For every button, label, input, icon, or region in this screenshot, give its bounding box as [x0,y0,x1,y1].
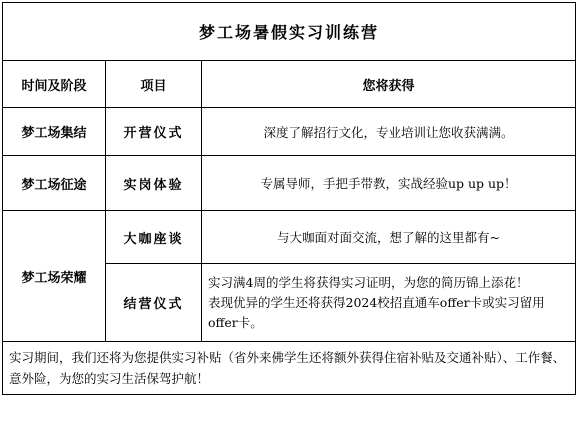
gain-cell: 深度了解招行文化，专业培训让您收获满满。 [202,108,576,156]
item-cell: 结营仪式 [106,264,202,342]
stage-cell: 梦工场荣耀 [3,211,106,342]
header-item: 项目 [106,61,202,108]
footnote: 实习期间，我们还将为您提供实习补贴（省外来佛学生还将额外获得住宿补贴及交通补贴）、工作餐、意外险，为您的实习生活保驾护航！ [3,342,576,395]
item-cell: 开营仪式 [106,108,202,156]
gain-cell: 专属导师，手把手带教，实战经验up up up！ [202,156,576,211]
header-gain: 您将获得 [202,61,576,108]
stage-cell: 梦工场征途 [3,156,106,211]
table-row [3,108,576,156]
stage-cell: 梦工场集结 [3,108,106,156]
internship-table [2,2,576,395]
gain-line: 表现优异的学生还将获得2024校招直通车offer卡或实习留用offer卡。 [208,294,545,330]
header-stage: 时间及阶段 [3,61,106,108]
table-title: 梦工场暑假实习训练营 [3,3,576,61]
header-row [3,61,576,108]
item-cell: 大咖座谈 [106,211,202,264]
gain-line: 实习满4周的学生将获得实习证明，为您的简历锦上添花！ [208,274,529,290]
table-row [3,211,576,264]
document-page [2,2,575,429]
gain-cell [202,264,576,342]
gain-cell: 与大咖面对面交流，想了解的这里都有~ [202,211,576,264]
table-row [3,156,576,211]
item-cell: 实岗体验 [106,156,202,211]
